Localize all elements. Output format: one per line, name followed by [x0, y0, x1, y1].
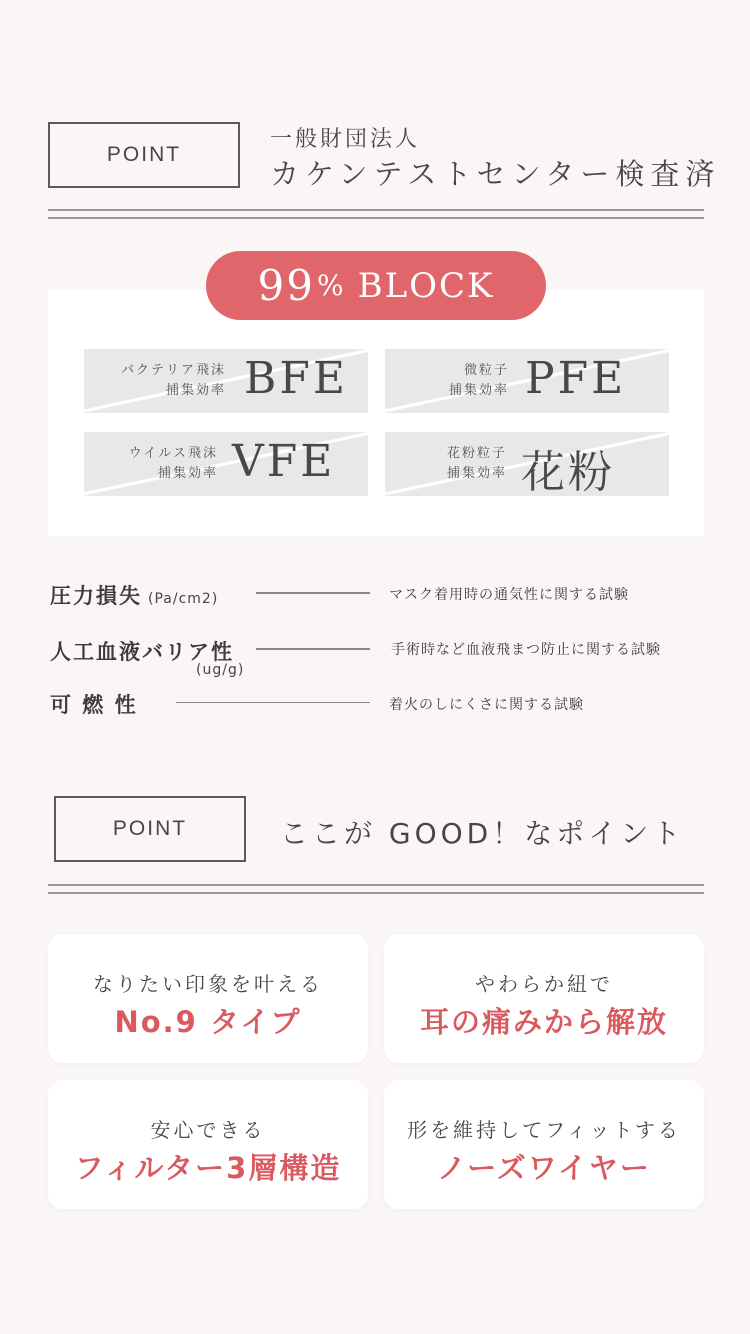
feature-lead: なりたい印象を叶える: [93, 972, 323, 996]
feature-lead: 形を維持してフィットする: [407, 1118, 681, 1142]
feature-lead: やわらか紐で: [475, 972, 613, 996]
point-badge-label: POINT: [112, 817, 188, 840]
tile-vfe: [84, 432, 368, 496]
feature-highlight: 耳の痛みから解放: [419, 1005, 668, 1039]
tile-line1: バクテリア飛沫: [120, 363, 226, 378]
test-unit: (Pa/cm2): [148, 591, 219, 607]
test-description: マスク着用時の通気性に関する試験: [389, 587, 629, 603]
feature-highlight: ノーズワイヤー: [437, 1151, 651, 1185]
tile-line2: 捕集効率: [157, 466, 218, 481]
tile-pfe: [385, 349, 669, 413]
point-badge-1: [48, 122, 240, 188]
test-description: 着火のしにくさに関する試験: [389, 697, 584, 713]
test-unit: (ug/g): [196, 662, 245, 678]
tile-big-label: 花粉: [521, 447, 615, 498]
tile-bfe: [84, 349, 368, 413]
tile-line2: 捕集効率: [165, 383, 226, 398]
test-description: 手術時など血液飛まつ防止に関する試験: [391, 642, 661, 658]
tile-line1: 微粒子: [463, 363, 509, 378]
point-badge-2: [54, 796, 246, 862]
feature-card: [48, 1080, 368, 1209]
tile-big-label: VFE: [232, 436, 336, 487]
tile-pollen: [385, 432, 669, 496]
test-connector-line: [176, 702, 370, 703]
section-divider-1: [48, 209, 704, 219]
section-subtitle: 一般財団法人: [270, 127, 421, 152]
tile-line1: ウイルス飛沫: [128, 446, 218, 461]
section-title: ここが GOOD！なポイント: [280, 817, 685, 850]
tile-big-label: BFE: [244, 353, 348, 404]
feature-card: [384, 1080, 704, 1209]
tile-line2: 捕集効率: [448, 383, 509, 398]
feature-card: [48, 934, 368, 1063]
test-connector-line: [256, 648, 370, 650]
tile-line1: 花粉粒子: [446, 446, 507, 461]
feature-highlight: No.9 タイプ: [114, 1005, 302, 1039]
feature-card: [384, 934, 704, 1063]
test-label-blood-barrier: 人工血液バリア性: [50, 640, 234, 664]
test-label-pressure: 圧力損失 (Pa/cm2): [50, 584, 219, 608]
section-title: カケンテストセンター検査済: [270, 157, 721, 191]
tile-big-label: PFE: [525, 353, 627, 404]
feature-lead: 安心できる: [150, 1118, 266, 1142]
tile-line2: 捕集効率: [446, 466, 507, 481]
section-divider-2: [48, 884, 704, 894]
test-label-flammability: 可 燃 性: [50, 693, 138, 717]
block-rate-label: BLOCK: [357, 265, 495, 306]
feature-highlight: フィルター3層構造: [74, 1151, 342, 1185]
block-rate-percent: %: [316, 269, 346, 302]
test-connector-line: [256, 592, 370, 594]
block-rate-pill: [206, 251, 546, 320]
point-badge-label: POINT: [106, 143, 182, 166]
block-rate-number: 99: [257, 261, 315, 310]
